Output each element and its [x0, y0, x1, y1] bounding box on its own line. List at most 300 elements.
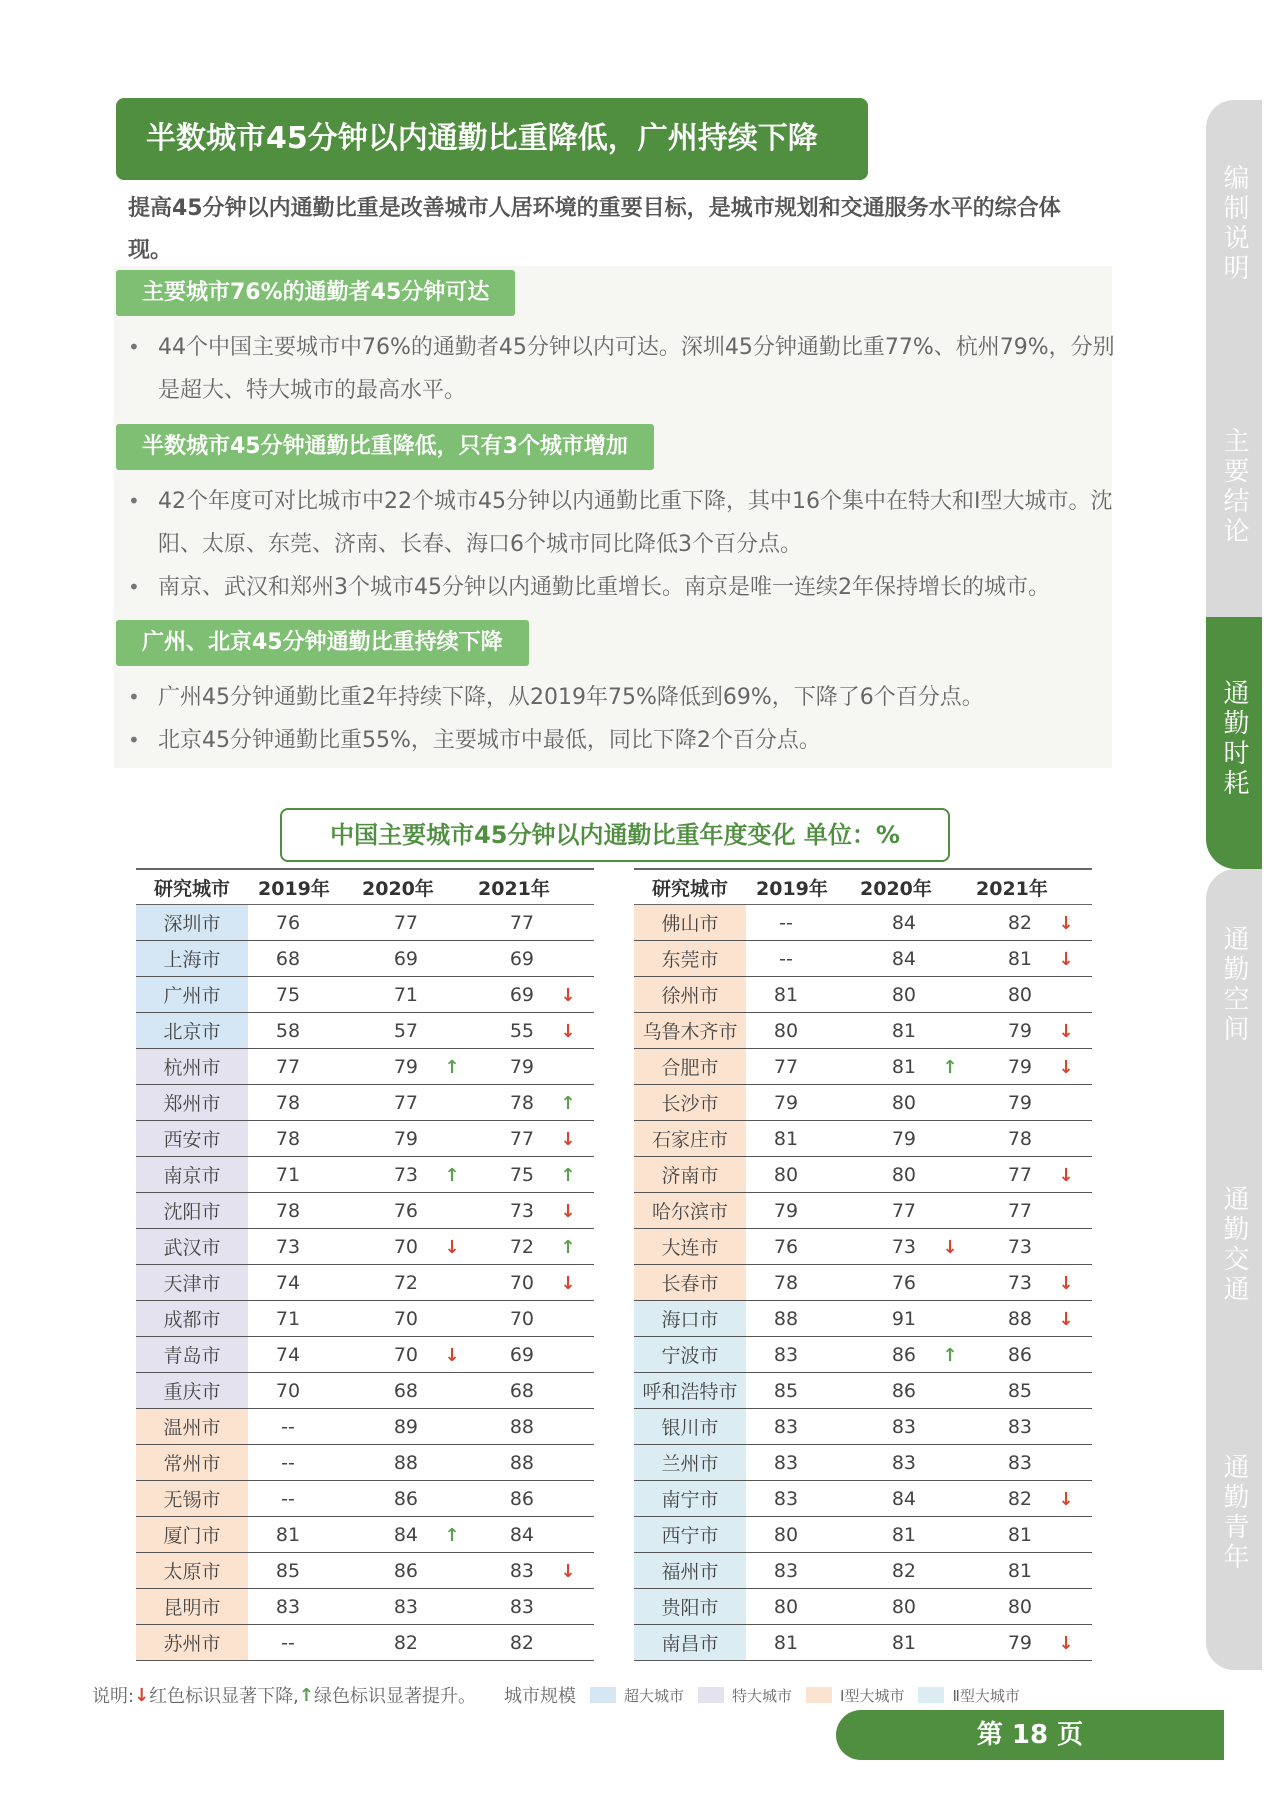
value-cell-y2020	[860, 1193, 976, 1229]
header-2020: 2020年	[362, 869, 478, 905]
city-cell: 南京市	[136, 1157, 248, 1193]
swatch-one	[806, 1687, 832, 1703]
legend-size-two: Ⅱ型大城市	[952, 1686, 1020, 1705]
value-cell-y2019	[756, 1625, 860, 1661]
value-cell-y2019	[756, 1013, 860, 1049]
value-cell-y2021	[478, 1589, 594, 1625]
table-row	[136, 1157, 594, 1193]
value-text: --	[281, 1451, 295, 1474]
value-text: 83	[393, 1595, 418, 1618]
value-cell-y2020	[362, 1157, 478, 1193]
arrow-up-icon: ↑	[942, 1344, 958, 1366]
value-text: 70	[393, 1307, 418, 1330]
value-text: 79	[1007, 1055, 1032, 1078]
value-text: 70	[509, 1271, 534, 1294]
value-cell-y2020	[362, 1193, 478, 1229]
value-text: 81	[1007, 1559, 1032, 1582]
value-cell-y2019	[258, 1481, 362, 1517]
value-cell-y2019	[756, 1049, 860, 1085]
value-text: 72	[509, 1235, 534, 1258]
table-row	[136, 1589, 594, 1625]
value-text: --	[281, 1487, 295, 1510]
value-text: 78	[509, 1091, 534, 1114]
value-cell-y2019	[258, 1301, 362, 1337]
value-text: 88	[509, 1415, 534, 1438]
bullet-2-2: • 南京、武汉和郑州3个城市45分钟以内通勤比重增长。南京是唯一连续2年保持增长的城市。	[128, 566, 1118, 609]
value-text: 80	[1007, 1595, 1032, 1618]
value-text: 73	[891, 1235, 916, 1258]
value-text: 83	[773, 1559, 799, 1582]
table-row	[136, 1409, 594, 1445]
value-cell-y2021	[976, 1193, 1092, 1229]
table-row	[136, 905, 594, 941]
value-text: 69	[393, 947, 418, 970]
value-text: 71	[275, 1307, 301, 1330]
table-row	[136, 1229, 594, 1265]
table-row	[136, 1085, 594, 1121]
value-text: 84	[393, 1523, 418, 1546]
value-cell-y2021	[478, 1481, 594, 1517]
legend-prefix: 说明:	[92, 1686, 135, 1707]
swatch-te	[698, 1687, 724, 1703]
value-text: 83	[275, 1595, 301, 1618]
value-text: 84	[891, 1487, 916, 1510]
city-cell: 西宁市	[634, 1517, 746, 1553]
table-row	[634, 1445, 1092, 1481]
table-row	[634, 1553, 1092, 1589]
value-text: 69	[509, 1343, 534, 1366]
value-text: 82	[1007, 1487, 1032, 1510]
arrow-up-icon: ↑	[560, 1236, 576, 1258]
table-row	[634, 1049, 1092, 1085]
value-text: 77	[509, 911, 534, 934]
table-row	[136, 1373, 594, 1409]
arrow-down-icon: ↓	[1058, 1056, 1074, 1078]
city-cell: 天津市	[136, 1265, 248, 1301]
value-cell-y2021	[478, 1373, 594, 1409]
value-text: 88	[393, 1451, 418, 1474]
city-cell: 合肥市	[634, 1049, 746, 1085]
city-cell: 太原市	[136, 1553, 248, 1589]
city-cell: 南宁市	[634, 1481, 746, 1517]
value-text: 83	[891, 1415, 916, 1438]
value-cell-y2020	[860, 1157, 976, 1193]
value-text: 79	[773, 1091, 799, 1114]
value-text: 81	[1007, 947, 1032, 970]
value-text: 85	[1007, 1379, 1032, 1402]
value-text: 88	[509, 1451, 534, 1474]
value-text: 79	[393, 1127, 418, 1150]
arrow-down-icon: ↓	[1058, 1488, 1074, 1510]
value-text: 78	[773, 1271, 799, 1294]
table-row	[634, 905, 1092, 941]
value-cell-y2019	[258, 1553, 362, 1589]
value-text: 73	[509, 1199, 534, 1222]
arrow-down-icon: ↓	[560, 1560, 576, 1582]
nav-item-conclusions[interactable]: 主要结论	[1206, 385, 1262, 617]
value-cell-y2021	[976, 1625, 1092, 1661]
nav-item-commute-time[interactable]: 通勤时耗	[1206, 617, 1262, 869]
city-cell: 成都市	[136, 1301, 248, 1337]
value-cell-y2020	[860, 1517, 976, 1553]
value-cell-y2021	[976, 905, 1092, 941]
table-row	[634, 977, 1092, 1013]
value-cell-y2020	[362, 1085, 478, 1121]
table-row	[136, 1265, 594, 1301]
value-text: --	[779, 947, 793, 970]
arrow-down-icon: ↓	[1058, 948, 1074, 970]
value-cell-y2019	[258, 1589, 362, 1625]
value-text: 84	[509, 1523, 534, 1546]
nav-item-commute-youth[interactable]: 通勤青年	[1206, 1389, 1262, 1670]
value-cell-y2021	[478, 1013, 594, 1049]
value-text: 72	[393, 1271, 418, 1294]
value-text: 73	[1007, 1271, 1032, 1294]
city-cell: 西安市	[136, 1121, 248, 1157]
value-cell-y2019	[756, 1301, 860, 1337]
value-cell-y2020	[860, 1409, 976, 1445]
value-text: 81	[773, 983, 799, 1006]
value-cell-y2019	[756, 1589, 860, 1625]
value-cell-y2020	[362, 1553, 478, 1589]
value-text: 80	[891, 1163, 916, 1186]
value-text: 70	[275, 1379, 301, 1402]
value-cell-y2020	[860, 941, 976, 977]
value-text: 68	[393, 1379, 418, 1402]
city-cell: 济南市	[634, 1157, 746, 1193]
value-cell-y2020	[362, 1445, 478, 1481]
city-cell: 长春市	[634, 1265, 746, 1301]
value-text: 77	[393, 911, 418, 934]
table-row	[634, 1625, 1092, 1661]
value-text: 73	[275, 1235, 301, 1258]
value-cell-y2020	[362, 1481, 478, 1517]
value-cell-y2019	[258, 1445, 362, 1481]
legend-size-te: 特大城市	[732, 1686, 793, 1705]
value-cell-y2021	[478, 1085, 594, 1121]
legend-scale-label: 城市规模	[504, 1686, 576, 1707]
table-row	[136, 941, 594, 977]
value-cell-y2019	[258, 905, 362, 941]
value-text: 81	[891, 1523, 916, 1546]
arrow-down-icon: ↓	[560, 1200, 576, 1222]
value-cell-y2021	[976, 1589, 1092, 1625]
nav-item-commute-transport[interactable]: 通勤交通	[1206, 1129, 1262, 1389]
value-text: 77	[1007, 1199, 1032, 1222]
value-text: 86	[891, 1343, 916, 1366]
value-cell-y2019	[258, 1265, 362, 1301]
value-text: 78	[1007, 1127, 1032, 1150]
arrow-down-icon: ↓	[560, 984, 576, 1006]
value-text: 86	[393, 1487, 418, 1510]
city-cell: 大连市	[634, 1229, 746, 1265]
value-cell-y2020	[362, 905, 478, 941]
value-cell-y2019	[258, 941, 362, 977]
header-2021: 2021年	[976, 869, 1092, 905]
city-cell: 兰州市	[634, 1445, 746, 1481]
value-text: 82	[1007, 911, 1032, 934]
value-cell-y2020	[362, 1013, 478, 1049]
value-cell-y2021	[976, 1553, 1092, 1589]
table-header-row	[136, 869, 594, 905]
value-cell-y2019	[258, 1121, 362, 1157]
header-city: 研究城市	[634, 869, 746, 905]
city-cell: 海口市	[634, 1301, 746, 1337]
value-text: 88	[773, 1307, 799, 1330]
value-cell-y2019	[756, 1445, 860, 1481]
value-text: 81	[773, 1631, 799, 1654]
value-text: 77	[393, 1091, 418, 1114]
value-cell-y2021	[478, 1409, 594, 1445]
value-cell-y2020	[860, 1085, 976, 1121]
city-cell: 青岛市	[136, 1337, 248, 1373]
value-text: 78	[275, 1091, 301, 1114]
value-text: 74	[275, 1271, 301, 1294]
city-cell: 重庆市	[136, 1373, 248, 1409]
city-cell: 徐州市	[634, 977, 746, 1013]
swatch-two	[918, 1687, 944, 1703]
arrow-up-icon: ↑	[298, 1684, 314, 1706]
value-cell-y2021	[976, 1013, 1092, 1049]
table-row	[634, 941, 1092, 977]
value-cell-y2020	[860, 1229, 976, 1265]
value-cell-y2019	[258, 1625, 362, 1661]
table-row	[136, 1517, 594, 1553]
value-text: 81	[1007, 1523, 1032, 1546]
value-cell-y2019	[258, 1049, 362, 1085]
table-row	[634, 1301, 1092, 1337]
value-text: 75	[275, 983, 301, 1006]
value-cell-y2021	[976, 1085, 1092, 1121]
value-cell-y2020	[362, 1373, 478, 1409]
value-text: 80	[1007, 983, 1032, 1006]
table-row	[136, 1013, 594, 1049]
value-cell-y2021	[478, 1625, 594, 1661]
value-cell-y2021	[478, 1337, 594, 1373]
value-text: 76	[773, 1235, 799, 1258]
value-text: 79	[891, 1127, 916, 1150]
value-cell-y2019	[258, 1409, 362, 1445]
value-cell-y2020	[860, 1625, 976, 1661]
table-row	[634, 1481, 1092, 1517]
legend-size-super: 超大城市	[624, 1686, 685, 1705]
value-text: 74	[275, 1343, 301, 1366]
value-cell-y2020	[362, 1517, 478, 1553]
city-cell: 银川市	[634, 1409, 746, 1445]
city-cell: 常州市	[136, 1445, 248, 1481]
page-number: 第 18 页	[836, 1710, 1224, 1760]
value-text: 79	[509, 1055, 534, 1078]
value-cell-y2019	[258, 977, 362, 1013]
value-cell-y2019	[756, 1481, 860, 1517]
legend-down-text: 红色标识显著下降,	[149, 1686, 299, 1707]
value-cell-y2019	[756, 1337, 860, 1373]
value-text: 55	[509, 1019, 534, 1042]
value-text: 81	[275, 1523, 301, 1546]
value-text: 68	[509, 1379, 534, 1402]
value-cell-y2020	[860, 1121, 976, 1157]
arrow-down-icon: ↓	[444, 1236, 460, 1258]
arrow-down-icon: ↓	[1058, 1308, 1074, 1330]
arrow-down-icon: ↓	[1058, 1272, 1074, 1294]
value-text: 80	[773, 1595, 799, 1618]
value-cell-y2019	[756, 1193, 860, 1229]
section-title-2: 半数城市45分钟通勤比重降低，只有3个城市增加	[116, 424, 654, 470]
city-cell: 呼和浩特市	[634, 1373, 746, 1409]
value-cell-y2019	[756, 1409, 860, 1445]
value-cell-y2019	[756, 1121, 860, 1157]
arrow-down-icon: ↓	[1058, 1020, 1074, 1042]
city-cell: 福州市	[634, 1553, 746, 1589]
arrow-up-icon: ↑	[560, 1092, 576, 1114]
value-cell-y2020	[860, 1373, 976, 1409]
value-text: 84	[891, 911, 916, 934]
city-cell: 厦门市	[136, 1517, 248, 1553]
value-cell-y2020	[362, 1301, 478, 1337]
header-2019: 2019年	[756, 869, 860, 905]
value-cell-y2021	[976, 977, 1092, 1013]
table-title: 中国主要城市45分钟以内通勤比重年度变化 单位：%	[280, 808, 950, 862]
value-cell-y2020	[860, 1553, 976, 1589]
value-text: 58	[275, 1019, 301, 1042]
table-row	[634, 1229, 1092, 1265]
bullet-dot: •	[128, 489, 140, 513]
city-cell: 上海市	[136, 941, 248, 977]
value-cell-y2020	[362, 1049, 478, 1085]
table-row	[136, 1121, 594, 1157]
value-cell-y2019	[258, 1157, 362, 1193]
value-cell-y2020	[362, 1265, 478, 1301]
arrow-up-icon: ↑	[444, 1164, 460, 1186]
value-text: 83	[509, 1595, 534, 1618]
city-cell: 苏州市	[136, 1625, 248, 1661]
city-cell: 广州市	[136, 977, 248, 1013]
value-text: 70	[393, 1343, 418, 1366]
value-cell-y2021	[976, 1337, 1092, 1373]
value-cell-y2021	[478, 1121, 594, 1157]
arrow-down-icon: ↓	[134, 1684, 150, 1706]
page-title-banner: 半数城市45分钟以内通勤比重降低，广州持续下降	[116, 98, 868, 180]
value-text: 81	[891, 1055, 916, 1078]
value-cell-y2021	[976, 1265, 1092, 1301]
commute-table-left	[136, 868, 594, 1661]
value-cell-y2021	[976, 1229, 1092, 1265]
value-cell-y2021	[976, 1121, 1092, 1157]
city-cell: 宁波市	[634, 1337, 746, 1373]
value-cell-y2021	[478, 905, 594, 941]
bullet-2-1: • 42个年度可对比城市中22个城市45分钟以内通勤比重下降，其中16个集中在特大和Ⅰ型大城市。沈阳、太原、东莞、济南、长春、海口6个城市同比降低3个百分点。	[128, 480, 1118, 566]
arrow-down-icon: ↓	[1058, 912, 1074, 934]
value-cell-y2019	[756, 941, 860, 977]
value-cell-y2021	[976, 1445, 1092, 1481]
value-text: 77	[509, 1127, 534, 1150]
value-text: 70	[509, 1307, 534, 1330]
table-header-row	[634, 869, 1092, 905]
table-row	[136, 1337, 594, 1373]
value-text: 79	[1007, 1631, 1032, 1654]
value-cell-y2020	[362, 1625, 478, 1661]
city-cell: 乌鲁木齐市	[634, 1013, 746, 1049]
value-cell-y2021	[976, 1517, 1092, 1553]
value-cell-y2019	[258, 1013, 362, 1049]
intro-text: 提高45分钟以内通勤比重是改善城市人居环境的重要目标，是城市规划和交通服务水平的综合体现。	[128, 196, 1061, 263]
city-cell: 武汉市	[136, 1229, 248, 1265]
value-cell-y2019	[756, 1157, 860, 1193]
bullet-dot: •	[128, 685, 140, 709]
value-cell-y2021	[976, 1301, 1092, 1337]
value-text: 77	[773, 1055, 799, 1078]
arrow-up-icon: ↑	[444, 1056, 460, 1078]
value-cell-y2021	[976, 1049, 1092, 1085]
value-text: 68	[275, 947, 301, 970]
value-cell-y2021	[478, 941, 594, 977]
section-title-3: 广州、北京45分钟通勤比重持续下降	[116, 620, 529, 666]
value-text: 83	[773, 1343, 799, 1366]
arrow-up-icon: ↑	[444, 1524, 460, 1546]
value-text: 85	[773, 1379, 799, 1402]
value-text: 86	[509, 1487, 534, 1510]
value-cell-y2020	[860, 1589, 976, 1625]
header-city: 研究城市	[136, 869, 248, 905]
value-cell-y2021	[976, 941, 1092, 977]
value-cell-y2020	[362, 1409, 478, 1445]
value-cell-y2021	[478, 1193, 594, 1229]
value-text: 75	[509, 1163, 534, 1186]
value-text: 80	[891, 1091, 916, 1114]
value-text: 83	[891, 1451, 916, 1474]
commute-table-right	[634, 868, 1092, 1661]
value-cell-y2020	[362, 977, 478, 1013]
value-text: 82	[393, 1631, 418, 1654]
arrow-down-icon: ↓	[560, 1272, 576, 1294]
value-cell-y2019	[258, 1517, 362, 1553]
value-text: 79	[1007, 1019, 1032, 1042]
nav-item-intro[interactable]: 编制说明	[1206, 100, 1262, 385]
value-text: 86	[891, 1379, 916, 1402]
value-cell-y2019	[756, 1373, 860, 1409]
arrow-down-icon: ↓	[1058, 1164, 1074, 1186]
city-cell: 石家庄市	[634, 1121, 746, 1157]
bullet-dot: •	[128, 728, 140, 752]
value-text: 76	[393, 1199, 418, 1222]
city-cell: 长沙市	[634, 1085, 746, 1121]
legend-up-text: 绿色标识显著提升。	[314, 1686, 476, 1707]
table-row	[634, 1157, 1092, 1193]
value-cell-y2021	[478, 1229, 594, 1265]
value-cell-y2020	[860, 1301, 976, 1337]
value-cell-y2021	[976, 1373, 1092, 1409]
legend-size-one: Ⅰ型大城市	[840, 1686, 905, 1705]
value-cell-y2020	[860, 1049, 976, 1085]
nav-item-commute-space[interactable]: 通勤空间	[1206, 869, 1262, 1129]
side-nav	[1206, 100, 1262, 1670]
swatch-super	[590, 1687, 616, 1703]
bullet-3-1: • 广州45分钟通勤比重2年持续下降，从2019年75%降低到69%，下降了6个百分点。	[128, 676, 1118, 719]
city-cell: 佛山市	[634, 905, 746, 941]
value-text: 83	[773, 1487, 799, 1510]
value-cell-y2021	[478, 1265, 594, 1301]
value-cell-y2019	[756, 905, 860, 941]
value-cell-y2019	[258, 1373, 362, 1409]
value-text: 85	[275, 1559, 301, 1582]
table-row	[136, 1481, 594, 1517]
arrow-down-icon: ↓	[942, 1236, 958, 1258]
table-row	[634, 1589, 1092, 1625]
city-cell: 无锡市	[136, 1481, 248, 1517]
arrow-down-icon: ↓	[444, 1344, 460, 1366]
value-text: 76	[891, 1271, 916, 1294]
value-cell-y2020	[860, 977, 976, 1013]
